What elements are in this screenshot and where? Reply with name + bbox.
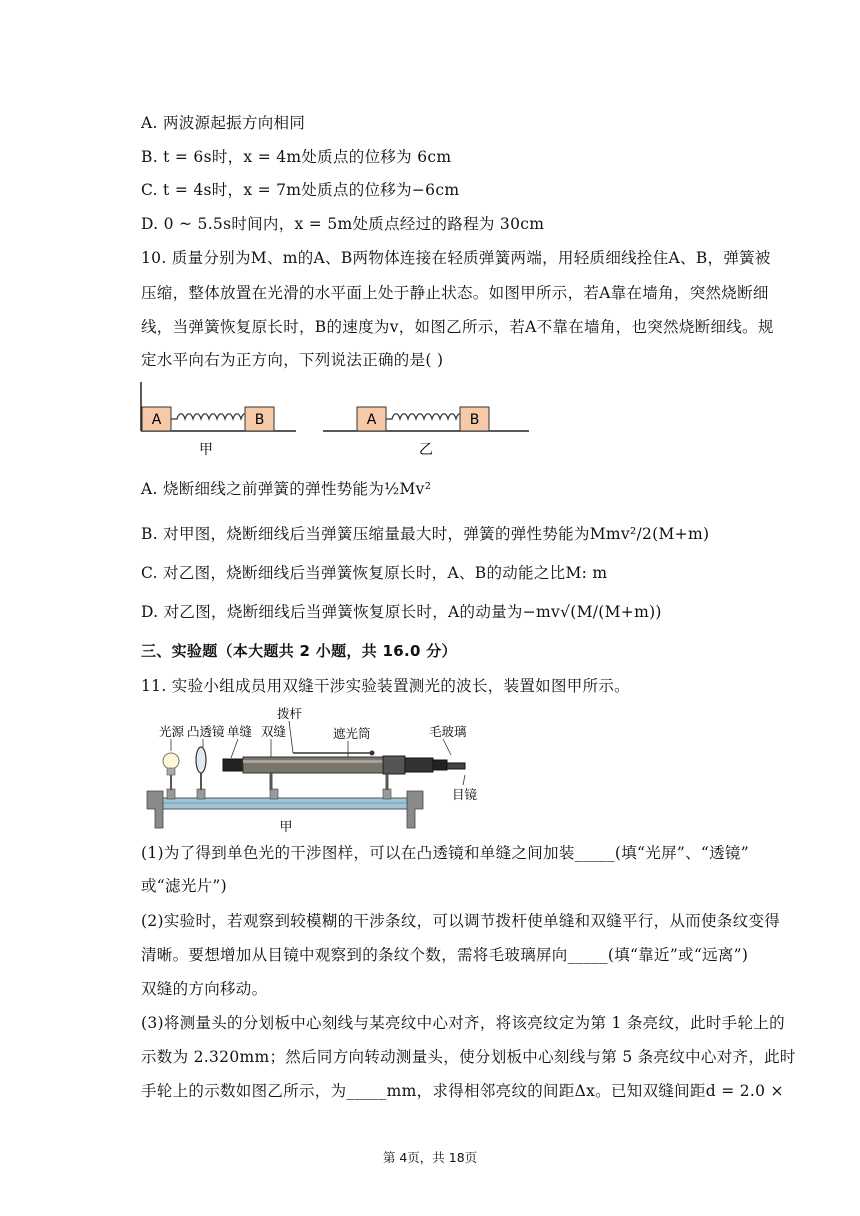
section-heading: 三、实验题（本大题共 2 小题，共 16.0 分） <box>141 642 457 660</box>
label-single-slit: 单缝 <box>227 724 253 739</box>
label-light-source: 光源 <box>159 724 185 739</box>
block-a-label: A <box>366 412 377 428</box>
q11-text-line: 双缝的方向移动。 <box>141 980 268 998</box>
spring-jia <box>171 414 256 419</box>
page-footer: 第 4页，共 18页 <box>382 1150 478 1165</box>
block-a-label: A <box>151 412 162 428</box>
label-eyepiece: 目镜 <box>452 787 478 802</box>
q10-option-b: B. 对甲图，烧断细线后当弹簧压缩量最大时，弹簧的弹性势能为Mmv²/2(M+m) <box>141 525 710 543</box>
q11-text-line: (3)将测量头的分划板中心刻线与某亮纹中心对齐，将该亮纹定为第 1 条亮纹，此时手轮上的 <box>141 1014 785 1032</box>
light-shield-tube <box>243 757 383 773</box>
q10-stem-line: 线，当弹簧恢复原长时，B的速度为v，如图乙所示，若A不靠在墙角，也突然烧断细线。规 <box>141 318 774 336</box>
q11-text-line: 或“滤光片”) <box>141 877 227 895</box>
q10-stem-line: 定水平向右为正方向，下列说法正确的是( ) <box>141 351 444 369</box>
q11-text-line: (1)为了得到单色光的干涉图样，可以在凸透镜和单缝之间加装_____(填“光屏”、“透镜” <box>141 844 749 862</box>
q10-stem-line: 压缩，整体放置在光滑的水平面上处于静止状态。如图甲所示，若A靠在墙角，突然烧断细 <box>141 284 769 302</box>
convex-lens-icon <box>196 747 206 773</box>
label-tube: 遮光筒 <box>333 726 371 741</box>
q9-option-c: C. t = 4s时，x = 7m处质点的位移为−6cm <box>141 181 460 199</box>
q10-option-a: A. 烧断细线之前弹簧的弹性势能为½Mv² <box>141 480 432 498</box>
eyepiece <box>433 760 447 770</box>
q10-stem-line: 10. 质量分别为M、m的A、B两物体连接在轻质弹簧两端，用轻质细线拴住A、B，弹簧被 <box>141 249 771 267</box>
label-lever: 拨杆 <box>277 706 303 721</box>
q11-text-line: 清晰。要想增加从目镜中观察到的条纹个数，需将毛玻璃屏向_____(填“靠近”或“远离”) <box>141 946 749 964</box>
q9-option-a: A. 两波源起振方向相同 <box>141 114 306 132</box>
rail-stand-right <box>407 791 423 828</box>
caption-jia: 甲 <box>279 820 293 835</box>
block-b-label: B <box>254 412 265 428</box>
q10-option-c: C. 对乙图，烧断细线后当弹簧恢复原长时，A、B的动能之比M: m <box>141 564 608 582</box>
spring-yi <box>386 414 471 419</box>
label-convex-lens: 凸透镜 <box>187 724 225 739</box>
light-bulb-icon <box>163 753 179 769</box>
label-double-slit: 双缝 <box>261 724 287 739</box>
rail-stand-left <box>147 791 163 828</box>
block-b-label: B <box>469 412 480 428</box>
measuring-head <box>405 758 433 772</box>
caption-jia: 甲 <box>199 442 213 458</box>
q11-text-line: 示数为 2.320mm；然后同方向转动测量头，使分划板中心刻线与第 5 条亮纹中心对齐，此时 <box>141 1048 796 1066</box>
spring-blocks-figure <box>138 380 538 458</box>
q10-option-d: D. 对乙图，烧断细线后当弹簧恢复原长时，A的动量为−mv√(M/(M+m)) <box>141 603 662 621</box>
q9-option-d: D. 0 ~ 5.5s时间内，x = 5m处质点经过的路程为 30cm <box>141 215 545 233</box>
double-slit-apparatus-figure <box>143 703 488 838</box>
q9-option-b: B. t = 6s时，x = 4m处质点的位移为 6cm <box>141 148 452 166</box>
caption-yi: 乙 <box>419 442 433 458</box>
q11-text-line: (2)实验时，若观察到较模糊的干涉条纹，可以调节拨杆使单缝和双缝平行，从而使条纹变得 <box>141 912 781 930</box>
label-screen: 毛玻璃 <box>429 724 467 739</box>
slit-holder <box>223 759 243 771</box>
q11-text-line: 手轮上的示数如图乙所示，为_____mm，求得相邻亮纹的间距Δx。已知双缝间距d = 2.0 × <box>141 1082 784 1100</box>
q11-stem: 11. 实验小组成员用双缝干涉实验装置测光的波长，装置如图甲所示。 <box>141 677 630 695</box>
